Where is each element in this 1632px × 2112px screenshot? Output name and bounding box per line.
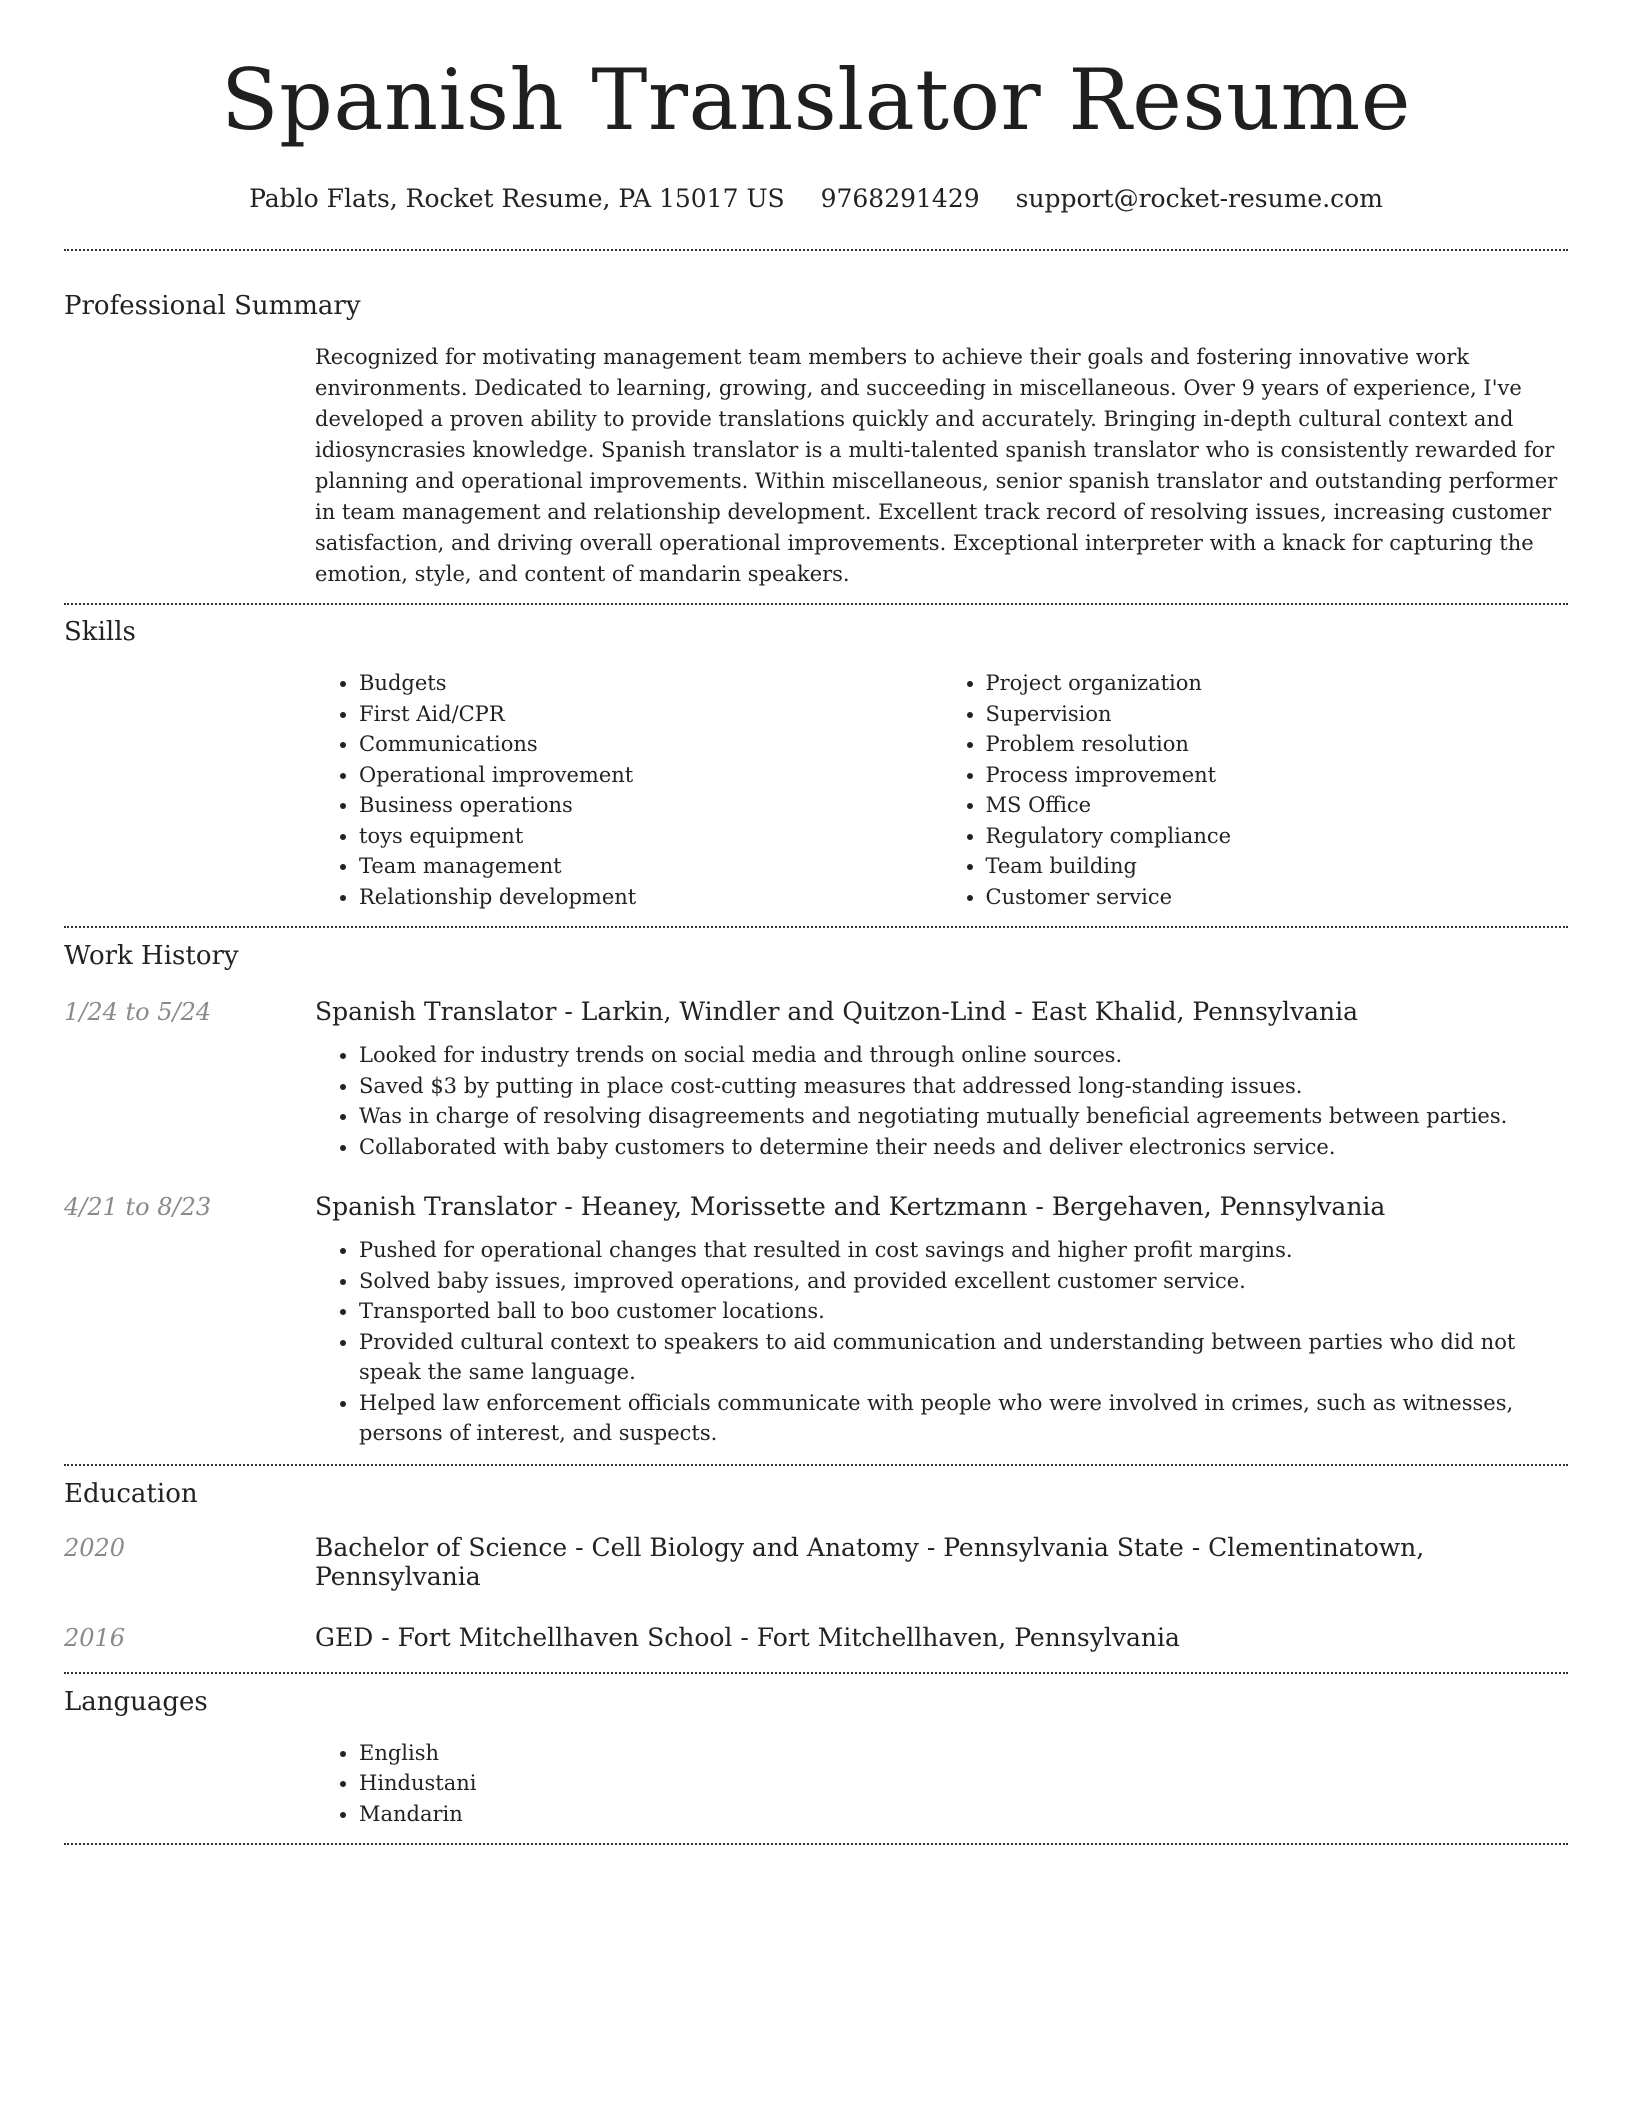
skill-item: • Business operations	[359, 790, 942, 821]
section-heading-summary: Professional Summary	[64, 291, 361, 321]
job-bullet: • Transported ball to boo customer locations.	[359, 1296, 1568, 1327]
education-entry	[64, 1623, 1568, 1652]
education-degree: Bachelor of Science	[315, 1532, 568, 1562]
divider	[64, 1672, 1568, 1674]
skills-column-left	[315, 668, 942, 912]
skill-item: • Team management	[359, 851, 942, 882]
divider	[64, 1843, 1568, 1845]
skill-item: • Regulatory compliance	[986, 821, 1569, 852]
job-location: Bergehaven, Pennsylvania	[1051, 1192, 1386, 1221]
divider	[64, 249, 1568, 251]
job-bullets	[315, 1235, 1568, 1449]
contact-line	[64, 182, 1568, 216]
job-bullet: • Looked for industry trends on social media and through online sources.	[359, 1040, 1568, 1071]
skill-item: • Operational improvement	[359, 760, 942, 791]
education-degree: GED	[315, 1622, 374, 1652]
education-field: Cell Biology and Anatomy	[591, 1532, 919, 1562]
job-dates: 1/24 to 5/24	[64, 998, 212, 1026]
language-item: • Hindustani	[359, 1768, 1568, 1799]
job-bullet: • Saved $3 by putting in place cost-cutting measures that addressed long-standing issues.	[359, 1071, 1568, 1102]
skill-item: • First Aid/CPR	[359, 699, 942, 730]
summary-text: Recognized for motivating management team members to achieve their goals and fostering innovative work environments. Dedicated to learning, growing, and succeeding in miscellaneous. Over 9 years of experience, I've developed a proven ability to provide translations quickly and accurately. Bringing in-depth cultural context and idiosyncrasies knowledge. Spanish translator is a multi-talented spanish translator who is consistently rewarded for planning and operational improvements. Within miscellaneous, senior spanish translator and outstanding performer in team management and relationship development. Excellent track record of resolving issues, increasing customer satisfaction, and driving overall operational improvements. Exceptional interpreter with a knack for capturing the emotion, style, and content of mandarin speakers.	[315, 345, 1558, 586]
education-heading: Bachelor of Science - Cell Biology and Anatomy - Pennsylvania State - Clementinatown, Pennsylvania	[315, 1532, 1425, 1591]
skill-item: • Process improvement	[986, 760, 1569, 791]
education-year: 2016	[64, 1623, 126, 1652]
job-bullet: • Provided cultural context to speakers to aid communication and understanding between parties who did not speak the same language.	[359, 1327, 1568, 1388]
job-bullet: • Helped law enforcement officials communicate with people who were involved in crimes, such as witnesses, persons of interest, and suspects.	[359, 1388, 1568, 1449]
page-title: Spanish Translator Resume	[221, 51, 1411, 149]
education-heading: GED - Fort Mitchellhaven School - Fort Mitchellhaven, Pennsylvania	[315, 1622, 1180, 1652]
job-bullets	[315, 1040, 1568, 1162]
skill-item: • Problem resolution	[986, 729, 1569, 760]
skill-item: • Communications	[359, 729, 942, 760]
divider	[64, 603, 1568, 605]
section-heading-skills: Skills	[64, 617, 136, 647]
job-heading: Spanish Translator - Larkin, Windler and Quitzon-Lind - East Khalid, Pennsylvania	[315, 997, 1359, 1026]
skill-item: • toys equipment	[359, 821, 942, 852]
resume-page	[64, 0, 1568, 1845]
skill-item: • Supervision	[986, 699, 1569, 730]
job-dates: 4/21 to 8/23	[64, 1193, 212, 1221]
education-year: 2020	[64, 1533, 126, 1562]
job-bullet: • Pushed for operational changes that resulted in cost savings and higher profit margins.	[359, 1235, 1568, 1266]
job-title: Spanish Translator	[315, 997, 557, 1026]
job-entry	[64, 997, 1568, 1026]
skill-item: • Project organization	[986, 668, 1569, 699]
job-company: Larkin, Windler and Quitzon-Lind	[580, 997, 1007, 1026]
email: support@rocket-resume.com	[1015, 184, 1383, 213]
job-bullet: • Solved baby issues, improved operations, and provided excellent customer service.	[359, 1266, 1568, 1297]
skill-item: • Budgets	[359, 668, 942, 699]
job-heading: Spanish Translator - Heaney, Morissette and Kertzmann - Bergehaven, Pennsylvania	[315, 1192, 1386, 1221]
skills-list	[315, 668, 1568, 912]
languages-list	[315, 1738, 1568, 1830]
job-title: Spanish Translator	[315, 1192, 557, 1221]
divider	[64, 1464, 1568, 1466]
section-heading-work: Work History	[64, 941, 239, 971]
education-location: Fort Mitchellhaven, Pennsylvania	[756, 1622, 1180, 1652]
skills-column-right	[942, 668, 1569, 912]
skill-item: • MS Office	[986, 790, 1569, 821]
phone: 9768291429	[820, 184, 980, 213]
language-item: • English	[359, 1738, 1568, 1769]
language-item: • Mandarin	[359, 1799, 1568, 1830]
section-heading-languages: Languages	[64, 1686, 208, 1717]
skill-item: • Relationship development	[359, 882, 942, 913]
section-heading-education: Education	[64, 1478, 198, 1509]
skill-item: • Team building	[986, 851, 1569, 882]
job-company: Heaney, Morissette and Kertzmann	[580, 1192, 1028, 1221]
address: Pablo Flats, Rocket Resume, PA 15017 US	[249, 184, 785, 213]
skill-item: • Customer service	[986, 882, 1569, 913]
job-location: East Khalid, Pennsylvania	[1030, 997, 1359, 1026]
job-bullet: • Was in charge of resolving disagreements and negotiating mutually beneficial agreements between parties.	[359, 1101, 1568, 1132]
education-school: Fort Mitchellhaven School	[397, 1622, 733, 1652]
job-entry	[64, 1192, 1568, 1221]
job-bullet: • Collaborated with baby customers to determine their needs and deliver electronics service.	[359, 1132, 1568, 1163]
education-entry	[64, 1533, 1568, 1591]
education-school: Pennsylvania State	[943, 1532, 1184, 1562]
divider	[64, 926, 1568, 928]
education-location: Clementinatown, Pennsylvania	[315, 1532, 1425, 1591]
